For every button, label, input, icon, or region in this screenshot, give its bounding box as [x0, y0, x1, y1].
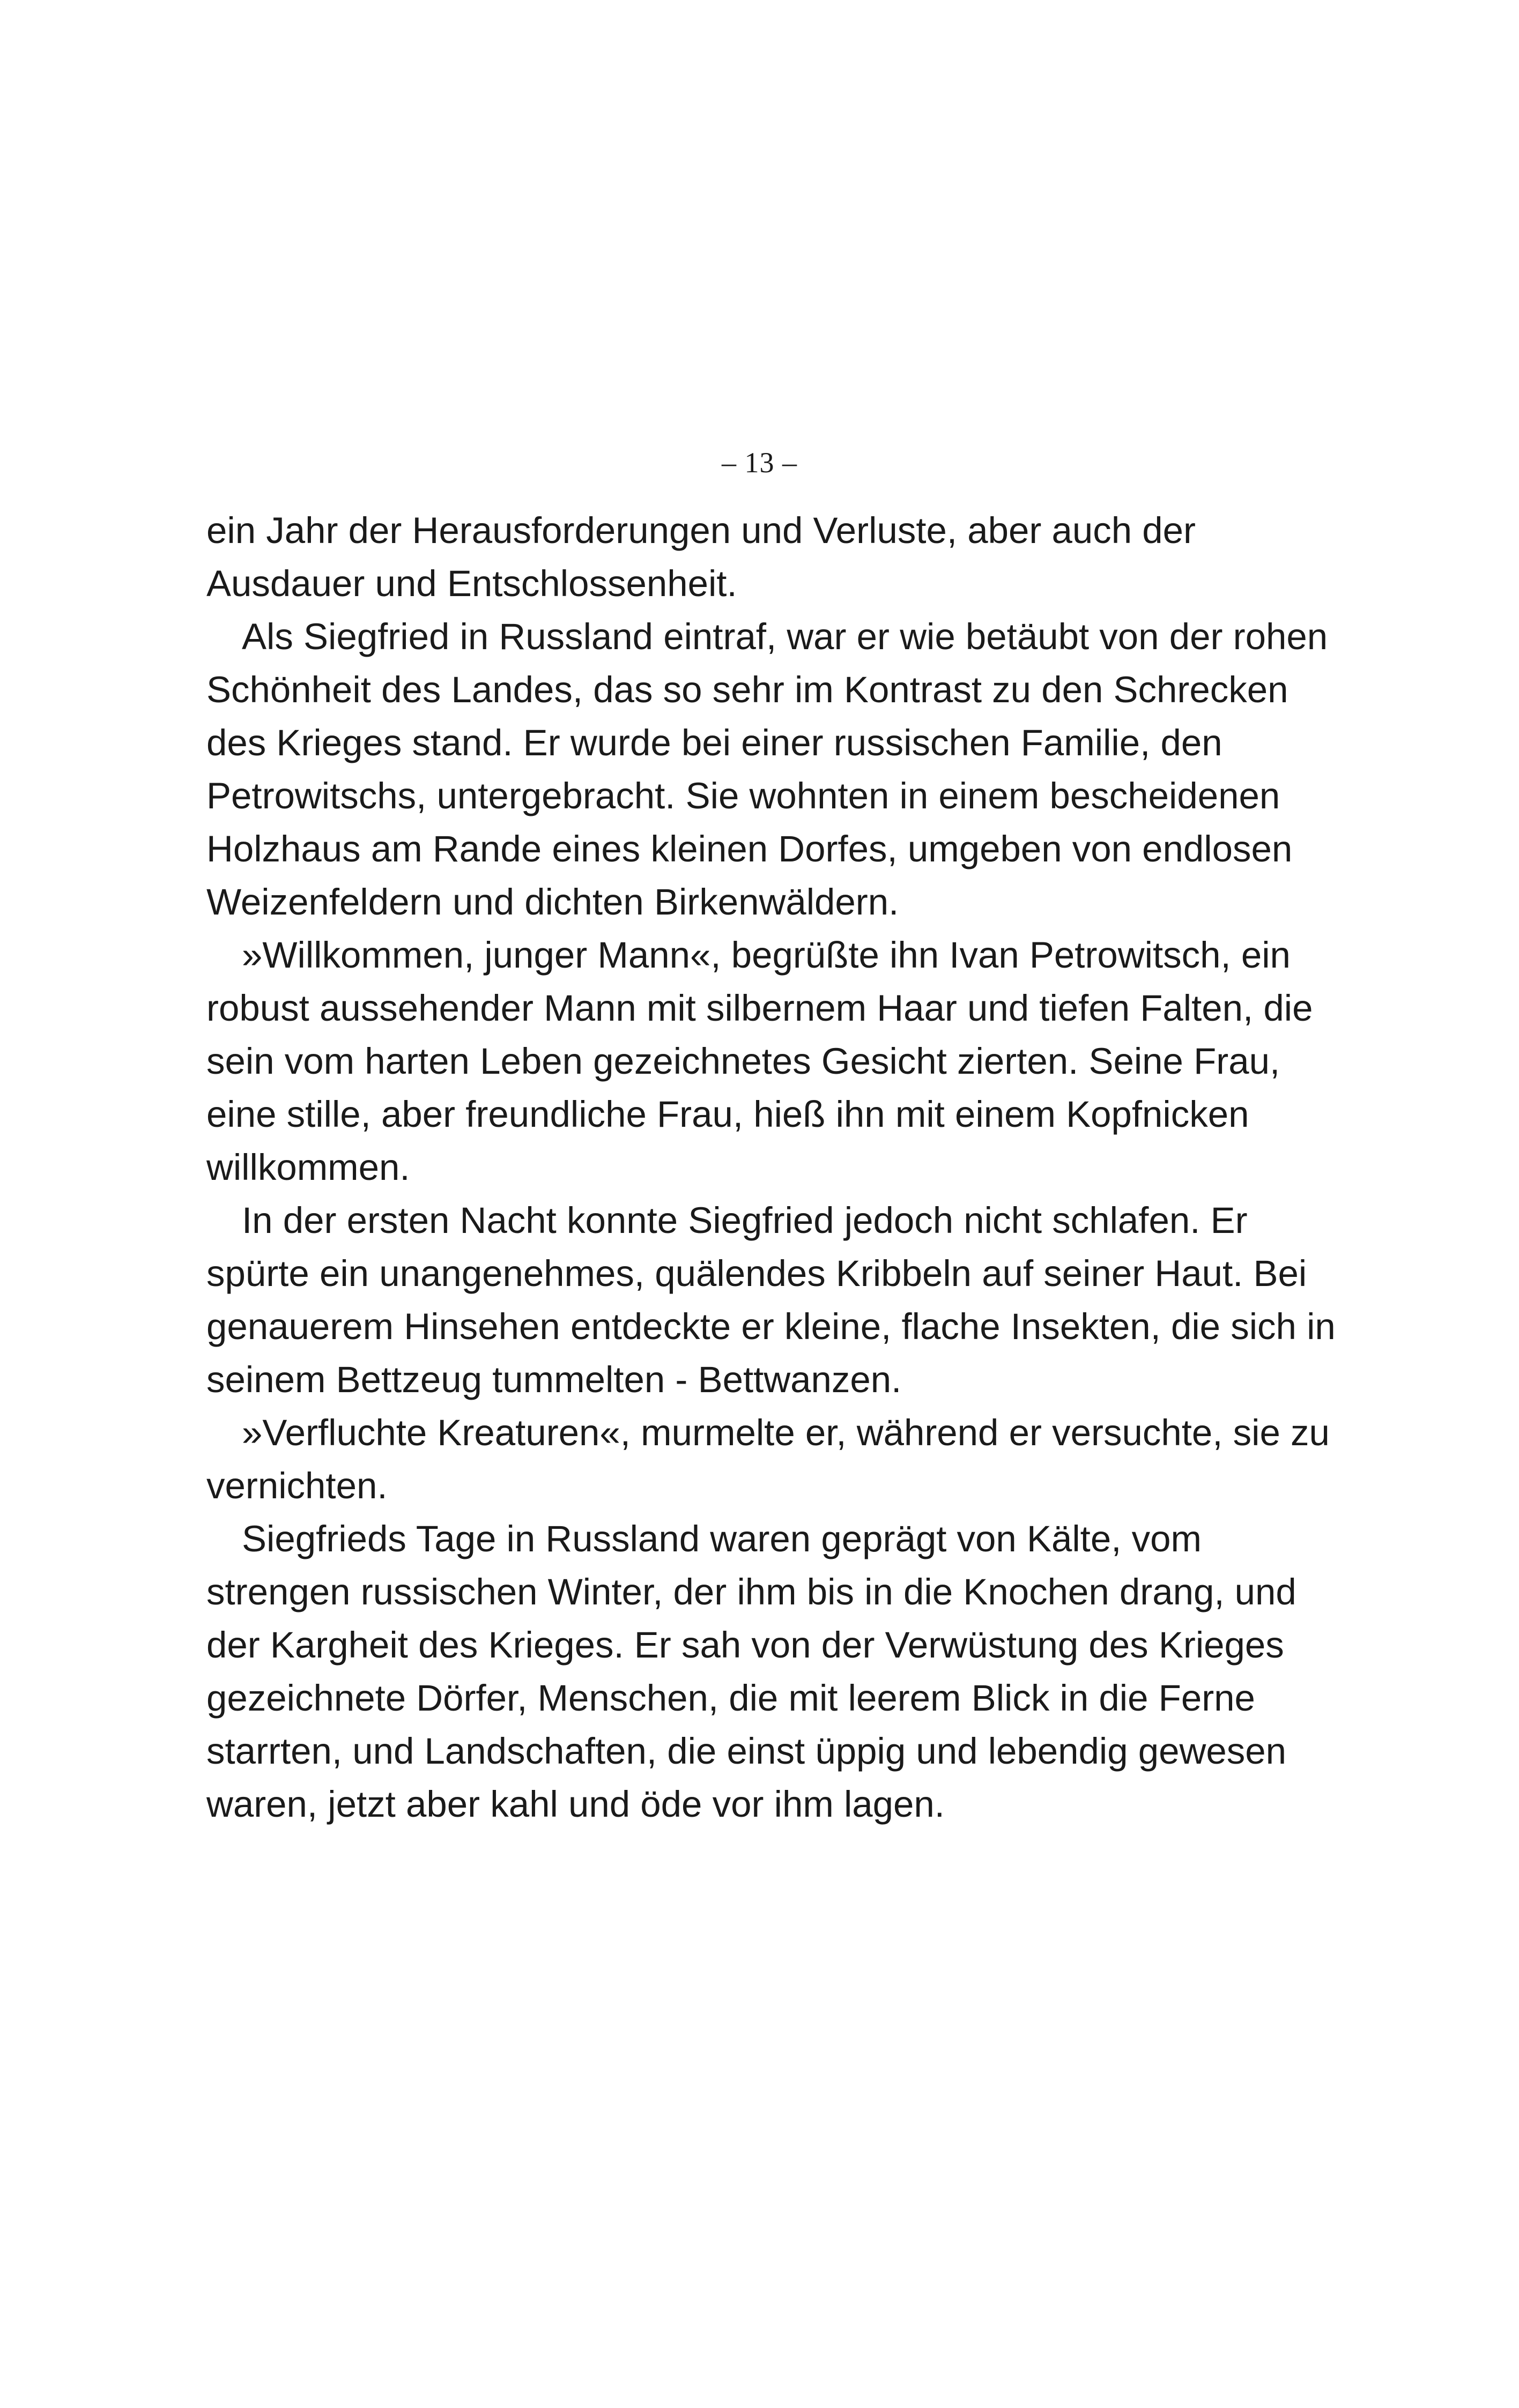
text-line: der Kargheit des Krieges. Er sah von der Verwüstung des Krieges: [206, 1624, 1284, 1666]
text-line: eine stille, aber freundliche Frau, hieß ihn mit einem Kopfnicken: [206, 1094, 1249, 1135]
text-line: spürte ein unangenehmes, quälendes Kribbeln auf seiner Haut. Bei: [206, 1253, 1307, 1294]
text-line: Ausdauer und Entschlossenheit.: [206, 563, 737, 604]
page-number: – 13 –: [722, 447, 797, 479]
text-line: »Willkommen, junger Mann«, begrüßte ihn Ivan Petrowitsch, ein: [242, 934, 1291, 976]
text-line: In der ersten Nacht konnte Siegfried jedoch nicht schlafen. Er: [242, 1200, 1248, 1241]
text-line: genauerem Hinsehen entdeckte er kleine, flache Insekten, die sich in: [206, 1306, 1336, 1347]
text-line: gezeichnete Dörfer, Menschen, die mit leerem Blick in die Ferne: [206, 1677, 1255, 1719]
text-line: »Verfluchte Kreaturen«, murmelte er, während er versuchte, sie zu: [242, 1412, 1330, 1453]
text-line: sein vom harten Leben gezeichnetes Gesicht zierten. Seine Frau,: [206, 1041, 1280, 1082]
text-line: willkommen.: [206, 1147, 410, 1188]
text-line: Schönheit des Landes, das so sehr im Kontrast zu den Schrecken: [206, 669, 1288, 710]
text-line: Als Siegfried in Russland eintraf, war er wie betäubt von der rohen: [242, 616, 1328, 657]
text-line: Siegfrieds Tage in Russland waren geprägt von Kälte, vom: [242, 1518, 1202, 1559]
text-line: robust aussehender Mann mit silbernem Haar und tiefen Falten, die: [206, 987, 1313, 1029]
text-line: Petrowitschs, untergebracht. Sie wohnten in einem bescheidenen: [206, 775, 1280, 816]
text-line: starrten, und Landschaften, die einst üppig und lebendig gewesen: [206, 1730, 1286, 1772]
text-line: vernichten.: [206, 1465, 388, 1506]
text-line: des Krieges stand. Er wurde bei einer russischen Familie, den: [206, 722, 1222, 763]
text-line: Weizenfeldern und dichten Birkenwäldern.: [206, 881, 899, 923]
text-line: ein Jahr der Herausforderungen und Verluste, aber auch der: [206, 510, 1196, 551]
text-line: strengen russischen Winter, der ihm bis in die Knochen drang, und: [206, 1571, 1296, 1612]
text-line: waren, jetzt aber kahl und öde vor ihm lagen.: [206, 1783, 945, 1825]
body-text: [206, 504, 1336, 1831]
text-line: seinem Bettzeug tummelten - Bettwanzen.: [206, 1359, 902, 1400]
text-line: Holzhaus am Rande eines kleinen Dorfes, umgeben von endlosen: [206, 828, 1293, 869]
